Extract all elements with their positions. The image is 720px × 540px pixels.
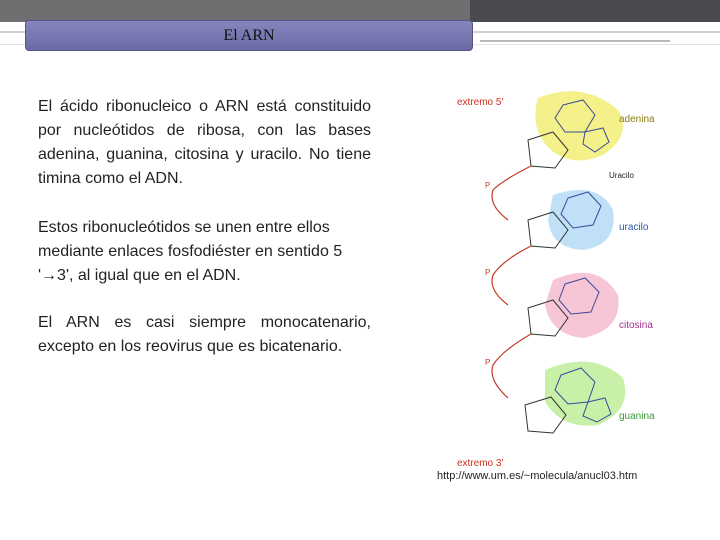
phosphate-p: P bbox=[485, 268, 491, 277]
slide-title: El ARN bbox=[223, 26, 275, 44]
end5-label: extremo 5' bbox=[457, 97, 504, 108]
paragraph-composition: El ácido ribonucleico o ARN está constituido por nucleótidos de ribosa, con las bases adenina, guanina, citosina y uracilo. No tiene timina como el ADN. bbox=[38, 98, 371, 187]
adenina-label: adenina bbox=[619, 114, 655, 125]
citosina-label: citosina bbox=[619, 320, 653, 331]
citosina-base bbox=[545, 273, 619, 338]
paragraph-strands: El ARN es casi siempre monocatenario, excepto en los reovirus que es bicatenario. bbox=[38, 314, 371, 355]
rna-structure-figure bbox=[433, 80, 673, 490]
guanina-base bbox=[545, 362, 625, 426]
uracilo-small-label: Uracilo bbox=[609, 171, 634, 180]
header-rule-accent bbox=[480, 40, 670, 42]
phosphate-p: P bbox=[485, 181, 491, 190]
title-bar bbox=[25, 20, 473, 51]
uracilo-label: uracilo bbox=[619, 222, 649, 233]
paragraph-bonds: Estos ribonucleótidos se unen entre ellos mediante enlaces fosfodiéster en sentido 5 '→3', al igual que en el ADN. bbox=[38, 219, 343, 284]
phosphate-backbone bbox=[492, 166, 531, 398]
phosphate-p: P bbox=[485, 358, 491, 367]
source-url: http://www.um.es/~molecula/anucl03.htm bbox=[437, 470, 638, 482]
top-bar-accent bbox=[470, 0, 720, 22]
guanina-label: guanina bbox=[619, 411, 655, 422]
uracilo-base bbox=[548, 190, 614, 250]
end3-label: extremo 3' bbox=[457, 458, 504, 469]
adenina-base bbox=[535, 91, 623, 160]
